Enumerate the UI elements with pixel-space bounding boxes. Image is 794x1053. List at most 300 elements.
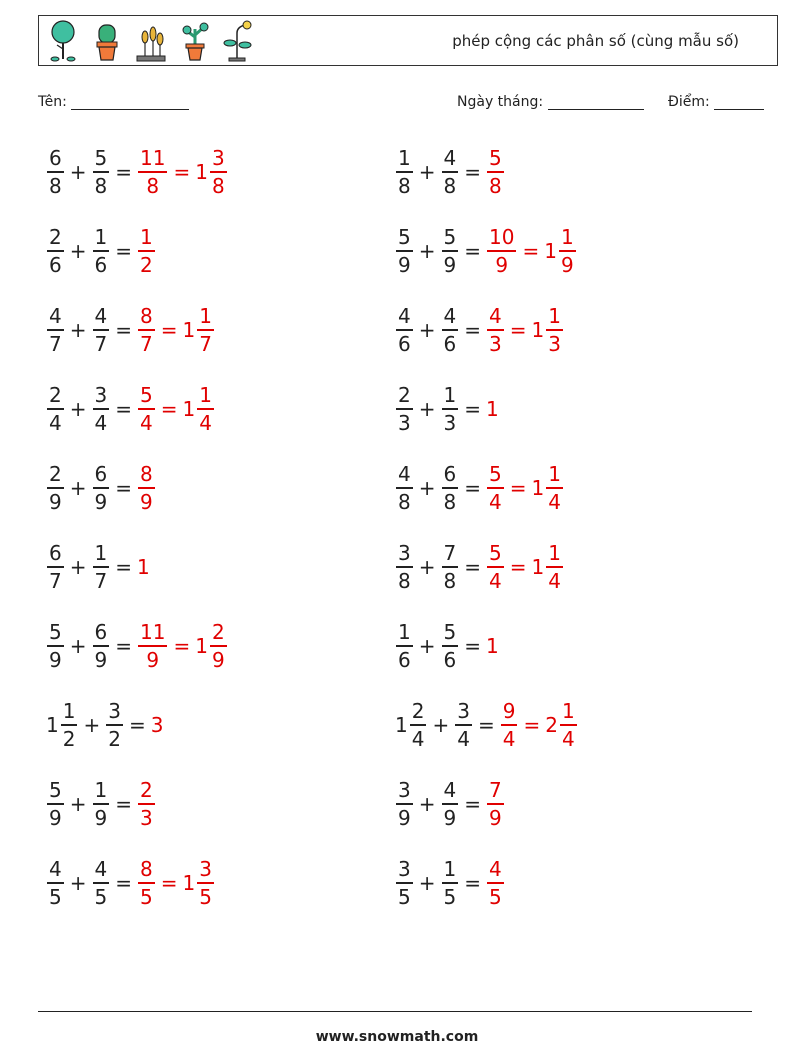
plus-sign: + (432, 713, 450, 737)
plus-sign: + (418, 318, 436, 342)
denominator: 9 (443, 805, 457, 830)
fraction-bar (442, 645, 459, 647)
numerator: 2 (49, 462, 62, 487)
worksheet-title: phép cộng các phân số (cùng mẫu số) (452, 32, 739, 50)
answer-fraction (139, 147, 166, 197)
numerator: 1 (199, 383, 212, 408)
equals-sign: = (477, 713, 495, 737)
numerator: 2 (398, 383, 411, 408)
addend-a-term (46, 858, 65, 908)
fraction-bar (442, 882, 459, 884)
addend-b-fraction (443, 463, 458, 513)
equals-sign: = (115, 634, 132, 658)
denominator: 4 (411, 726, 425, 751)
addend-a-term (395, 147, 414, 197)
fraction-bar (47, 645, 64, 647)
fraction-bar (442, 329, 459, 331)
numerator: 2 (211, 620, 225, 645)
score-label: Điểm: (668, 94, 710, 110)
denominator: 9 (140, 489, 153, 514)
denominator: 5 (140, 884, 153, 909)
addend-a-term (46, 226, 65, 276)
answer-term (195, 621, 227, 671)
denominator: 4 (561, 726, 575, 751)
denominator: 9 (49, 805, 62, 830)
fraction-bar (442, 408, 459, 410)
fraction-bar (396, 487, 413, 489)
denominator: 2 (108, 726, 121, 751)
fraction-bar (442, 803, 459, 805)
answer-term (486, 634, 500, 658)
fraction-bar (396, 408, 413, 410)
answer-whole: 1 (531, 555, 545, 579)
equals-sign: = (173, 634, 191, 658)
addend-a-fraction (411, 700, 426, 750)
denominator: 5 (489, 884, 502, 909)
denominator: 6 (398, 331, 411, 356)
answer-whole: 1 (195, 160, 208, 184)
fraction-bar (487, 882, 504, 884)
fraction-bar (47, 882, 64, 884)
addend-b-fraction (443, 858, 458, 908)
answer-fraction (211, 147, 226, 197)
fraction-bar (396, 329, 413, 331)
numerator: 7 (489, 778, 502, 803)
addend-b-term (441, 305, 460, 355)
denominator: 7 (140, 331, 153, 356)
addend-a-fraction (397, 226, 412, 276)
addend-a-term (46, 542, 65, 592)
addend-b-term (92, 226, 111, 276)
fraction-bar (396, 803, 413, 805)
numerator: 4 (443, 146, 457, 171)
numerator: 8 (140, 857, 153, 882)
addend-b-fraction (443, 226, 458, 276)
fraction-bar (501, 724, 518, 726)
numerator: 11 (140, 146, 166, 171)
numerator: 2 (411, 699, 425, 724)
answer-fraction (211, 621, 226, 671)
denominator: 4 (94, 410, 108, 435)
answer-whole: 1 (182, 318, 196, 342)
equals-sign: = (173, 160, 191, 184)
answer-fraction (139, 779, 154, 829)
answer-fraction (561, 700, 576, 750)
addend-a-fraction (48, 305, 63, 355)
plus-sign: + (418, 160, 436, 184)
fraction-bar (396, 171, 413, 173)
addend-a-fraction (397, 621, 412, 671)
answer-fraction (488, 147, 503, 197)
fraction-bar (197, 882, 214, 884)
numerator: 1 (561, 699, 575, 724)
addend-b-term (441, 542, 460, 592)
fraction-problem (395, 458, 564, 518)
denominator: 8 (398, 568, 411, 593)
answer-fraction (139, 463, 154, 513)
denominator: 7 (49, 568, 62, 593)
numerator: 1 (548, 462, 561, 487)
numerator: 1 (199, 304, 212, 329)
answer-fraction (198, 858, 213, 908)
fraction-problem (46, 221, 156, 281)
numerator: 5 (94, 146, 108, 171)
answer-fraction (560, 226, 575, 276)
denominator: 8 (211, 173, 225, 198)
equals-sign: = (115, 239, 132, 263)
numerator: 3 (457, 699, 470, 724)
fraction-problem (46, 853, 215, 913)
denominator: 8 (443, 173, 457, 198)
numerator: 5 (489, 541, 502, 566)
plus-sign: + (69, 397, 87, 421)
plus-sign: + (418, 476, 436, 500)
fraction-bar (442, 566, 459, 568)
addend-b-fraction (456, 700, 471, 750)
denominator: 8 (443, 568, 457, 593)
equals-sign: = (464, 555, 481, 579)
addend-a-term (46, 305, 65, 355)
addend-a-fraction (397, 384, 412, 434)
fraction-bar (47, 171, 64, 173)
fraction-problem (46, 458, 156, 518)
fraction-problem (46, 379, 215, 439)
denominator: 2 (62, 726, 76, 751)
denominator: 9 (398, 252, 411, 277)
denominator: 5 (49, 884, 62, 909)
addend-a-fraction (48, 384, 63, 434)
numerator: 2 (49, 225, 62, 250)
denominator: 4 (140, 410, 153, 435)
numerator: 3 (108, 699, 121, 724)
fraction-problem (395, 300, 564, 360)
addend-b-term (92, 305, 111, 355)
equals-sign: = (160, 397, 178, 421)
plus-sign: + (418, 397, 436, 421)
addend-b-term (92, 384, 111, 434)
fraction-bar (410, 724, 427, 726)
fraction-problem (395, 616, 500, 676)
fraction-bar (138, 882, 155, 884)
denominator: 9 (211, 647, 225, 672)
equals-sign: = (115, 792, 132, 816)
addend-b-term (92, 542, 111, 592)
fraction-bar (455, 724, 472, 726)
fraction-problem (395, 853, 505, 913)
equals-sign: = (464, 792, 481, 816)
denominator: 6 (94, 252, 108, 277)
fraction-bar (93, 408, 110, 410)
denominator: 3 (489, 331, 502, 356)
denominator: 4 (457, 726, 470, 751)
addend-a-fraction (397, 779, 412, 829)
numerator: 1 (548, 304, 561, 329)
equals-sign: = (509, 555, 527, 579)
addend-b-term (441, 621, 460, 671)
addend-a-fraction (397, 147, 412, 197)
denominator: 3 (548, 331, 561, 356)
addend-a-term (395, 226, 414, 276)
answer-term (545, 700, 577, 750)
answer-fraction (488, 858, 503, 908)
fraction-problem (395, 774, 505, 834)
fraction-bar (47, 487, 64, 489)
numerator: 11 (140, 620, 166, 645)
denominator: 4 (502, 726, 516, 751)
numerator: 4 (398, 462, 411, 487)
denominator: 8 (398, 173, 411, 198)
equals-sign: = (115, 871, 132, 895)
addend-b-fraction (94, 542, 109, 592)
denominator: 9 (398, 805, 411, 830)
fraction-bar (138, 329, 155, 331)
fraction-bar (487, 329, 504, 331)
addend-a-term (46, 463, 65, 513)
answer-whole: 1 (486, 634, 499, 658)
denominator: 4 (548, 489, 561, 514)
fraction-problem (46, 695, 164, 755)
plus-sign: + (69, 239, 87, 263)
fraction-bar (396, 250, 413, 252)
answer-term (183, 305, 215, 355)
answer-whole: 1 (531, 318, 545, 342)
numerator: 1 (548, 541, 561, 566)
answer-term (137, 555, 151, 579)
answer-whole: 2 (545, 713, 558, 737)
fraction-bar (546, 329, 563, 331)
numerator: 2 (49, 383, 62, 408)
equals-sign: = (464, 634, 481, 658)
numerator: 8 (140, 304, 153, 329)
denominator: 9 (495, 252, 509, 277)
fraction-bar (546, 487, 563, 489)
addend-b-term (454, 700, 473, 750)
numerator: 3 (398, 778, 411, 803)
fraction-bar (138, 250, 155, 252)
denominator: 5 (94, 884, 108, 909)
equals-sign: = (115, 318, 132, 342)
answer-fraction (547, 305, 562, 355)
addend-a-fraction (48, 621, 63, 671)
addend-b-fraction (443, 147, 458, 197)
equals-sign: = (160, 318, 178, 342)
fraction-problem (46, 616, 228, 676)
denominator: 9 (560, 252, 574, 277)
addend-b-fraction (443, 779, 458, 829)
numerator: 1 (398, 620, 411, 645)
numerator: 7 (443, 541, 457, 566)
addend-a-fraction (48, 858, 63, 908)
fraction-bar (106, 724, 123, 726)
answer-term (500, 700, 519, 750)
date-label: Ngày tháng: (457, 94, 544, 110)
addend-b-fraction (94, 384, 109, 434)
numerator: 3 (398, 857, 411, 882)
answer-whole: 1 (544, 239, 557, 263)
denominator: 6 (398, 647, 411, 672)
addend-a-fraction (397, 542, 412, 592)
plus-sign: + (69, 555, 87, 579)
plus-sign: + (69, 318, 87, 342)
fraction-bar (93, 566, 110, 568)
fraction-problem (395, 695, 578, 755)
addend-a-term (395, 542, 414, 592)
addend-b-term (441, 147, 460, 197)
equals-sign: = (464, 397, 481, 421)
numerator: 6 (49, 146, 62, 171)
fraction-bar (138, 487, 155, 489)
answer-whole: 1 (182, 871, 196, 895)
addend-b-fraction (443, 305, 458, 355)
numerator: 4 (398, 304, 411, 329)
fraction-bar (93, 250, 110, 252)
plus-sign: + (418, 792, 436, 816)
answer-term (486, 463, 505, 513)
answer-whole: 3 (150, 713, 164, 737)
fraction-bar (47, 408, 64, 410)
answer-fraction (139, 621, 166, 671)
numerator: 4 (489, 857, 502, 882)
numerator: 5 (398, 225, 411, 250)
fraction-bar (138, 803, 155, 805)
answer-fraction (139, 226, 154, 276)
answer-term (137, 858, 156, 908)
fraction-bar (93, 487, 110, 489)
fraction-bar (396, 882, 413, 884)
numerator: 3 (94, 383, 108, 408)
fraction-bar (487, 250, 516, 252)
fraction-bar (210, 645, 227, 647)
numerator: 6 (443, 462, 457, 487)
answer-fraction (139, 305, 154, 355)
addend-b-fraction (443, 542, 458, 592)
numerator: 6 (94, 620, 108, 645)
addend-b-fraction (107, 700, 122, 750)
addend-b-fraction (94, 463, 109, 513)
addend-b-term (441, 463, 460, 513)
equals-sign: = (160, 871, 178, 895)
addend-b-term (441, 384, 460, 434)
denominator: 9 (146, 647, 160, 672)
plus-sign: + (418, 555, 436, 579)
footer-url[interactable]: www.snowmath.com (315, 1029, 479, 1045)
answer-term (486, 147, 505, 197)
fraction-problem (46, 774, 156, 834)
addend-a-term (395, 463, 414, 513)
answer-term (486, 858, 505, 908)
denominator: 3 (140, 805, 153, 830)
answer-whole: 1 (486, 397, 499, 421)
fraction-bar (47, 329, 64, 331)
answer-term (486, 542, 505, 592)
answer-whole: 1 (182, 397, 196, 421)
addend-b-fraction (94, 779, 109, 829)
equals-sign: = (115, 476, 132, 500)
fraction-bar (197, 329, 214, 331)
numerator: 4 (49, 304, 62, 329)
numerator: 1 (398, 146, 411, 171)
answer-term (532, 305, 564, 355)
answer-whole: 1 (195, 634, 208, 658)
addend-a-term (46, 384, 65, 434)
addend-a-fraction (48, 779, 63, 829)
numerator: 3 (398, 541, 411, 566)
fraction-problem (395, 379, 500, 439)
denominator: 7 (199, 331, 212, 356)
answer-fraction (488, 779, 503, 829)
answer-fraction (139, 858, 154, 908)
equals-sign: = (464, 239, 481, 263)
fraction-bar (487, 803, 504, 805)
answer-fraction (488, 226, 515, 276)
fraction-bar (93, 171, 110, 173)
addend-a-term (395, 305, 414, 355)
addend-b-term (92, 147, 111, 197)
numerator: 5 (443, 225, 457, 250)
fraction-bar (396, 645, 413, 647)
fraction-problem (46, 142, 228, 202)
numerator: 5 (489, 462, 502, 487)
numerator: 1 (443, 857, 457, 882)
denominator: 8 (398, 489, 411, 514)
numerator: 1 (94, 225, 108, 250)
fraction-bar (210, 171, 227, 173)
numerator: 5 (443, 620, 457, 645)
answer-term (486, 397, 500, 421)
addend-a-term (395, 384, 414, 434)
numerator: 1 (140, 225, 153, 250)
addend-a-term (395, 700, 427, 750)
answer-fraction (488, 463, 503, 513)
denominator: 9 (489, 805, 502, 830)
answer-term (532, 542, 564, 592)
numerator: 1 (94, 541, 108, 566)
numerator: 2 (140, 778, 153, 803)
denominator: 8 (443, 489, 457, 514)
fraction-bar (487, 566, 504, 568)
denominator: 5 (398, 884, 411, 909)
numerator: 10 (489, 225, 515, 250)
name-label: Tên: (38, 94, 67, 110)
fraction-bar (487, 487, 504, 489)
plus-sign: + (69, 871, 87, 895)
equals-sign: = (128, 713, 146, 737)
addend-a-fraction (62, 700, 77, 750)
fraction-bar (559, 250, 576, 252)
equals-sign: = (464, 871, 481, 895)
numerator: 8 (140, 462, 153, 487)
equals-sign: = (464, 160, 481, 184)
answer-fraction (198, 305, 213, 355)
addend-a-whole: 1 (395, 713, 408, 737)
fraction-bar (546, 566, 563, 568)
addend-a-fraction (48, 226, 63, 276)
answer-term (486, 305, 505, 355)
answer-term (137, 779, 156, 829)
addend-a-fraction (48, 463, 63, 513)
answer-term (137, 621, 168, 671)
answer-term (137, 147, 168, 197)
answer-fraction (198, 384, 213, 434)
addend-b-fraction (94, 621, 109, 671)
answer-term (137, 226, 156, 276)
answer-term (183, 384, 215, 434)
fraction-bar (93, 803, 110, 805)
footer-divider (38, 1011, 752, 1012)
numerator: 6 (94, 462, 108, 487)
fraction-bar (197, 408, 214, 410)
fraction-problem (395, 537, 564, 597)
